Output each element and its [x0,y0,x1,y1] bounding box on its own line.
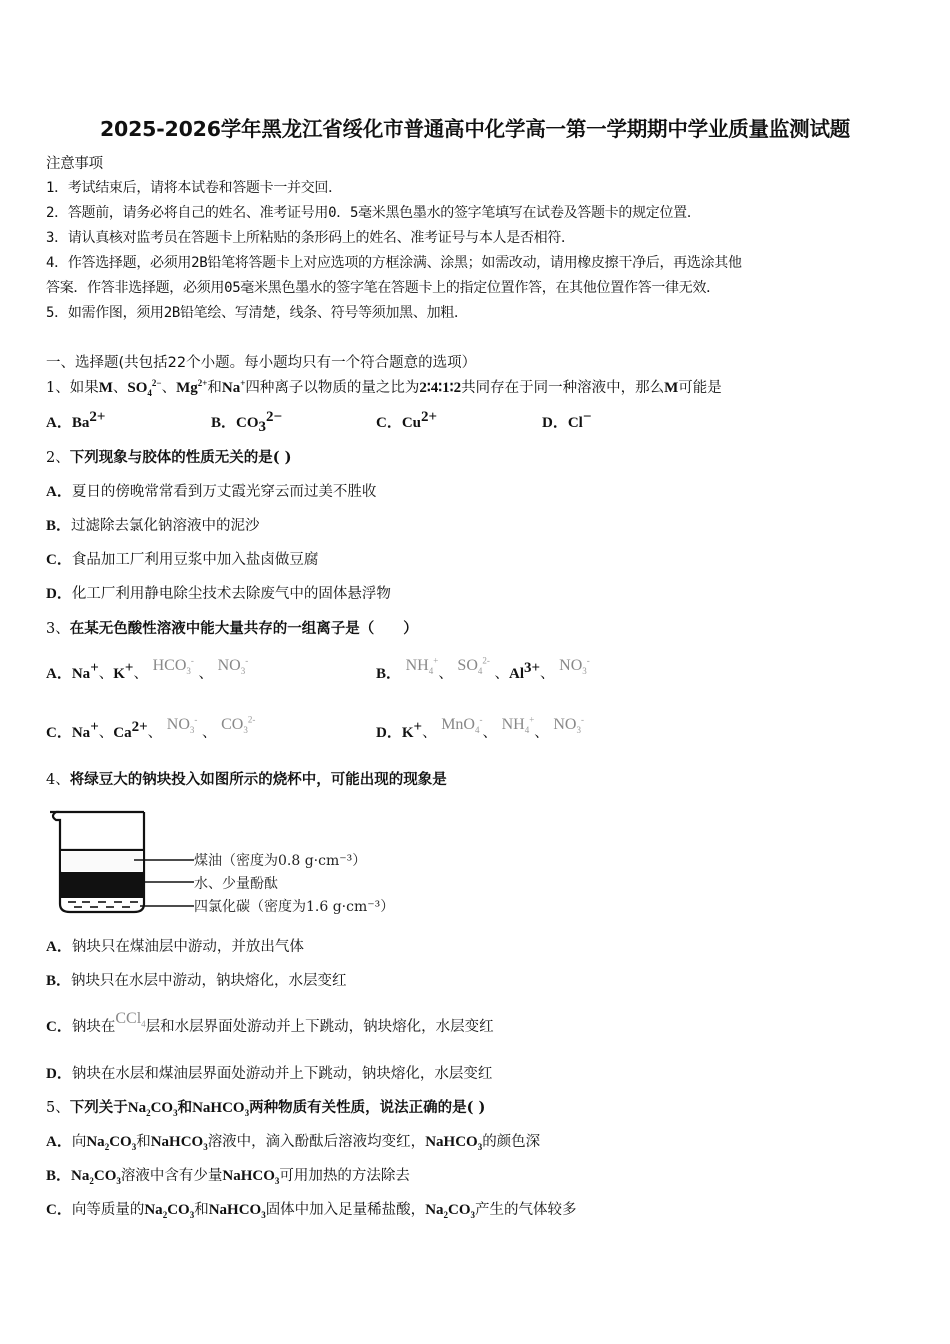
text-fragment: NaHCO [150,1134,204,1150]
text-fragment: − [582,409,592,426]
text-fragment: 、 [133,666,148,682]
text-fragment: Ba [71,415,90,431]
text-fragment: 2+ [89,409,106,426]
q5-option-b[interactable] [46,1164,410,1185]
text-fragment: 2 [146,1108,151,1118]
formula-no3 [166,714,198,736]
q3-option-b[interactable] [376,655,590,683]
formula-no3 [553,714,584,736]
formula-so4 [457,655,490,677]
question-3-stem [46,617,418,638]
text-fragment: 产生的气体较多 [475,1202,577,1218]
text-fragment: 3 [116,1176,121,1186]
text-fragment: 、 [112,380,128,396]
text-fragment: 4 [147,388,152,398]
q4-option-c[interactable] [46,1010,494,1036]
text-fragment: 3 [186,666,191,677]
text-fragment: 四种离子以物质的量之比为 [245,380,420,396]
text-fragment: NaHCO [192,1100,245,1116]
text-fragment: 2− [266,409,283,426]
text-fragment: 3 [203,1142,208,1152]
text-fragment: Na [86,1134,105,1150]
text-fragment: 、 [98,725,114,741]
text-fragment: Na [71,666,91,682]
text-fragment [128,1100,178,1116]
note-item: 答案．作答非选择题，必须用05毫米黑色墨水的签字笔在答题卡上的指定位置作答，在其他位置作答一律无效． [46,280,720,296]
note-item: 4．作答选择题，必须用2B铅笔将答题卡上对应选项的方框涂满、涂黑；如需改动，请用橡皮擦干净后，再选涂其他 [46,255,742,271]
text-fragment: 2+ [131,719,148,736]
text-fragment: 3 [244,1108,250,1118]
text-fragment: 4 [474,725,480,736]
note-item: 1．考试结束后，请将本试卷和答题卡一并交回． [46,180,342,196]
text-fragment: D． [46,586,72,602]
text-fragment: 钠块在 [71,1019,116,1035]
text-fragment: 钠块只在煤油层中游动，并放出气体 [71,939,304,955]
text-fragment: 、 [98,666,114,682]
text-fragment: A． [46,1134,72,1150]
text-fragment: NO [217,657,241,674]
text-fragment: Al [508,666,524,682]
note-item: 5．如需作图，须用2B铅笔绘、写清楚，线条、符号等须加黑、加粗． [46,305,468,321]
text-fragment: 2 [104,1142,110,1152]
text-fragment: CO [448,1202,471,1218]
text-fragment: 在某无色酸性溶液中能大量共存的一组离子是（ ） [69,620,418,637]
text-fragment: B． [211,415,237,431]
text-fragment: Mg [176,380,198,396]
text-fragment: 和 [177,1099,193,1116]
text-fragment: Na [144,1202,163,1218]
text-fragment: CO [109,1134,132,1150]
q3-option-a[interactable] [46,655,249,683]
q1-option-b[interactable] [211,409,283,435]
text-fragment: 4、 [46,772,70,788]
text-fragment [209,1202,266,1218]
text-fragment: 3+ [523,660,541,677]
text-fragment [71,1168,121,1184]
q2-option-d[interactable] [46,582,391,603]
text-fragment: D． [46,1066,72,1082]
text-fragment: NH [501,716,525,733]
text-fragment: + [124,660,134,677]
text-fragment: 3 [261,1210,266,1220]
text-fragment: - [580,714,584,725]
text-fragment [151,1134,208,1150]
text-fragment: Na [71,725,91,741]
text-fragment [222,380,245,396]
text-fragment: 5、 [46,1100,70,1116]
text-fragment: 、 [494,666,509,682]
text-fragment: - [190,655,194,666]
text-fragment: K [401,725,414,741]
beaker-icon [46,806,196,916]
formula-ccl4 [115,1010,146,1030]
q3-option-d[interactable] [376,714,584,742]
text-fragment: CCl [115,1010,142,1027]
section-heading: 一、选择题(共包括22个小题。每小题均只有一个符合题意的选项） [46,355,477,371]
text-fragment: 和 [207,380,222,396]
text-fragment: 如果 [69,380,99,396]
note-item: 3．请认真核对监考员在答题卡上所粘贴的条形码上的姓名、准考证号与本人是否相符． [46,230,575,246]
text-fragment: 的颜色深 [482,1134,541,1150]
q4-option-b[interactable] [46,969,347,990]
formula-nh4 [405,655,439,677]
text-fragment: 3 [470,1210,476,1220]
text-fragment: + [90,719,99,736]
text-fragment: 层和水层界面处游动并上下跳动，钠块熔化，水层变红 [145,1019,494,1035]
text-fragment: 3 [477,1142,483,1152]
text-fragment [425,1202,475,1218]
q2-option-c[interactable] [46,548,318,569]
text-fragment: 钠块在水层和煤油层界面处游动并上下跳动，钠块熔化，水层变红 [71,1066,493,1082]
text-fragment: 、 [422,725,437,741]
text-fragment: NaHCO [425,1134,478,1150]
text-fragment: 和 [194,1202,209,1218]
q2-option-b[interactable] [46,514,260,535]
text-fragment: NH [405,657,429,674]
text-fragment: 3 [131,1142,137,1152]
text-fragment: 4 [428,666,434,677]
text-fragment: 化工厂利用静电除尘技术去除废气中的固体悬浮物 [71,586,391,602]
text-fragment: CO [221,716,244,733]
text-fragment: B． [46,973,72,989]
text-fragment: A． [46,415,72,431]
formula-no3 [559,655,590,677]
text-fragment: 、 [147,725,163,741]
q1-option-a[interactable] [46,411,105,432]
note-item: 2．答题前，请务必将自己的姓名、准考证号用0．5毫米黑色墨水的签字笔填写在试卷及答题卡的规定位置． [46,205,701,221]
page-title: 2025-2026学年黑龙江省绥化市普通高中化学高一第一学期期中学业质量监测试题 [99,117,851,141]
question-1-stem [46,376,722,397]
text-fragment: NO [166,716,190,733]
text-fragment: Na [221,380,241,396]
notes-heading: 注意事项 [46,156,103,172]
text-fragment: 钠块只在水层中游动，钠块熔化，水层变红 [71,973,347,989]
text-fragment: 两种物质有关性质，说法正确的是( ) [249,1099,486,1116]
q4-option-d[interactable] [46,1062,492,1083]
text-fragment: 溶液中，滴入酚酞后溶液均变红， [207,1134,426,1150]
q3-option-c[interactable] [46,714,256,742]
text-fragment: 、 [534,725,549,741]
text-fragment: A． [46,939,72,955]
text-fragment: 2+ [197,378,208,388]
text-fragment: + [240,378,246,388]
text-fragment: M [664,380,679,396]
text-fragment: 3 [258,418,267,435]
text-fragment: 2- [482,655,490,666]
text-fragment: Na [425,1202,444,1218]
text-fragment: 、 [201,725,217,741]
text-fragment: C． [376,415,402,431]
text-fragment: - [586,655,590,666]
label-ccl4: 四氯化碳（密度为1.6 g·cm⁻³） [194,899,395,915]
text-fragment: 1、 [46,380,70,396]
text-fragment: Cu [401,415,422,431]
text-fragment: D． [376,725,402,741]
text-fragment: 4 [524,725,530,736]
text-fragment: CO [167,1202,190,1218]
text-fragment: - [194,714,198,725]
text-fragment: - [245,655,249,666]
text-fragment: 2 [162,1210,168,1220]
text-fragment: 可能是 [678,380,722,396]
text-fragment [176,380,207,396]
text-fragment: B． [376,666,402,682]
text-fragment: 2 [89,1176,94,1186]
text-fragment: + [90,660,99,677]
text-fragment: 溶液中含有少量 [120,1168,223,1184]
text-fragment: CO [150,1100,174,1116]
text-fragment: C． [46,1202,72,1218]
text-fragment [127,380,161,396]
text-fragment: 2+ [421,409,438,426]
text-fragment: Na [71,1168,90,1184]
text-fragment: 3 [173,1108,178,1118]
text-fragment: 3 [243,725,248,736]
text-fragment: + [529,714,535,725]
text-fragment: 2− [151,378,162,388]
q5-option-a[interactable] [46,1130,540,1151]
text-fragment: A． [46,666,72,682]
text-fragment: C． [46,1019,72,1035]
text-fragment: NO [559,657,583,674]
text-fragment: + [413,719,423,736]
text-fragment: B． [46,518,72,534]
text-fragment: 3 [240,666,246,677]
text-fragment: 向等质量的 [71,1202,145,1218]
text-fragment [144,1202,194,1218]
text-fragment: K [113,666,125,682]
text-fragment: 将绿豆大的钠块投入如图所示的烧杯中，可能出现的现象是 [69,771,447,788]
text-fragment: NO [553,716,577,733]
formula-nh4 [501,714,535,736]
text-fragment: 向 [71,1134,87,1150]
q4-option-a[interactable] [46,935,304,956]
text-fragment: 下列关于 [69,1099,128,1116]
text-fragment: 可用加热的方法除去 [279,1168,410,1184]
formula-no3 [217,655,249,677]
text-fragment: 下列现象与胶体的性质无关的是( ) [69,449,292,466]
text-fragment: 和 [136,1134,151,1150]
text-fragment: C． [46,552,72,568]
text-fragment: 食品加工厂利用豆浆中加入盐卤做豆腐 [71,552,319,568]
text-fragment: 夏日的傍晚常常看到万丈霞光穿云而过美不胜收 [71,484,377,500]
text-fragment: 2∶4∶1∶2 [419,380,462,396]
text-fragment: SO [127,380,148,396]
text-fragment: NaHCO [208,1202,262,1218]
text-fragment: SO [457,657,478,674]
text-fragment: 、 [540,666,555,682]
text-fragment: C． [46,725,72,741]
text-fragment: CO [93,1168,117,1184]
text-fragment: 固体中加入足量稀盐酸， [265,1202,426,1218]
q1-option-d[interactable] [542,411,591,432]
text-fragment: NaHCO [222,1168,275,1184]
formula-hco3 [152,655,194,677]
text-fragment: 2、 [46,450,70,466]
text-fragment: CO [236,415,259,431]
text-fragment: + [433,655,439,666]
text-fragment: 2 [443,1210,449,1220]
formula-co3 [221,714,256,736]
text-fragment [425,1134,482,1150]
formula-mno4 [441,714,483,736]
text-fragment: Cl [567,415,583,431]
text-fragment: 3 [582,666,587,677]
q5-option-c[interactable] [46,1198,577,1219]
text-fragment: 3 [189,725,195,736]
label-kerosene: 煤油（密度为0.8 g·cm⁻³） [194,853,367,869]
text-fragment: Ca [113,725,132,741]
text-fragment [222,1168,279,1184]
question-4-stem [46,768,447,789]
text-fragment: 3 [576,725,581,736]
text-fragment: 2- [247,714,256,725]
q1-option-c[interactable] [376,411,437,432]
text-fragment: B． [46,1168,72,1184]
text-fragment: 3 [274,1176,280,1186]
text-fragment: 3 [189,1210,195,1220]
text-fragment: A． [46,484,72,500]
text-fragment: 、 [438,666,453,682]
text-fragment: 过滤除去氯化钠溶液中的泥沙 [71,518,260,534]
text-fragment: 、 [482,725,497,741]
text-fragment: - [479,714,483,725]
text-fragment: 3、 [46,621,70,637]
text-fragment: M [98,380,113,396]
text-fragment: MnO [441,716,475,733]
label-water: 水、少量酚酞 [194,876,278,892]
question-5-stem [46,1096,485,1117]
text-fragment: Na [127,1100,147,1116]
text-fragment: 4 [477,666,483,677]
beaker-figure [46,806,446,916]
text-fragment: 4 [141,1019,146,1030]
text-fragment: 共同存在于同一种溶液中，那么 [461,380,665,396]
q2-option-a[interactable] [46,480,376,501]
text-fragment: D． [542,415,568,431]
text-fragment [86,1134,136,1150]
text-fragment [192,1100,249,1116]
text-fragment: 、 [198,666,213,682]
question-2-stem [46,446,292,467]
text-fragment: 、 [161,380,177,396]
text-fragment: HCO [152,657,187,674]
